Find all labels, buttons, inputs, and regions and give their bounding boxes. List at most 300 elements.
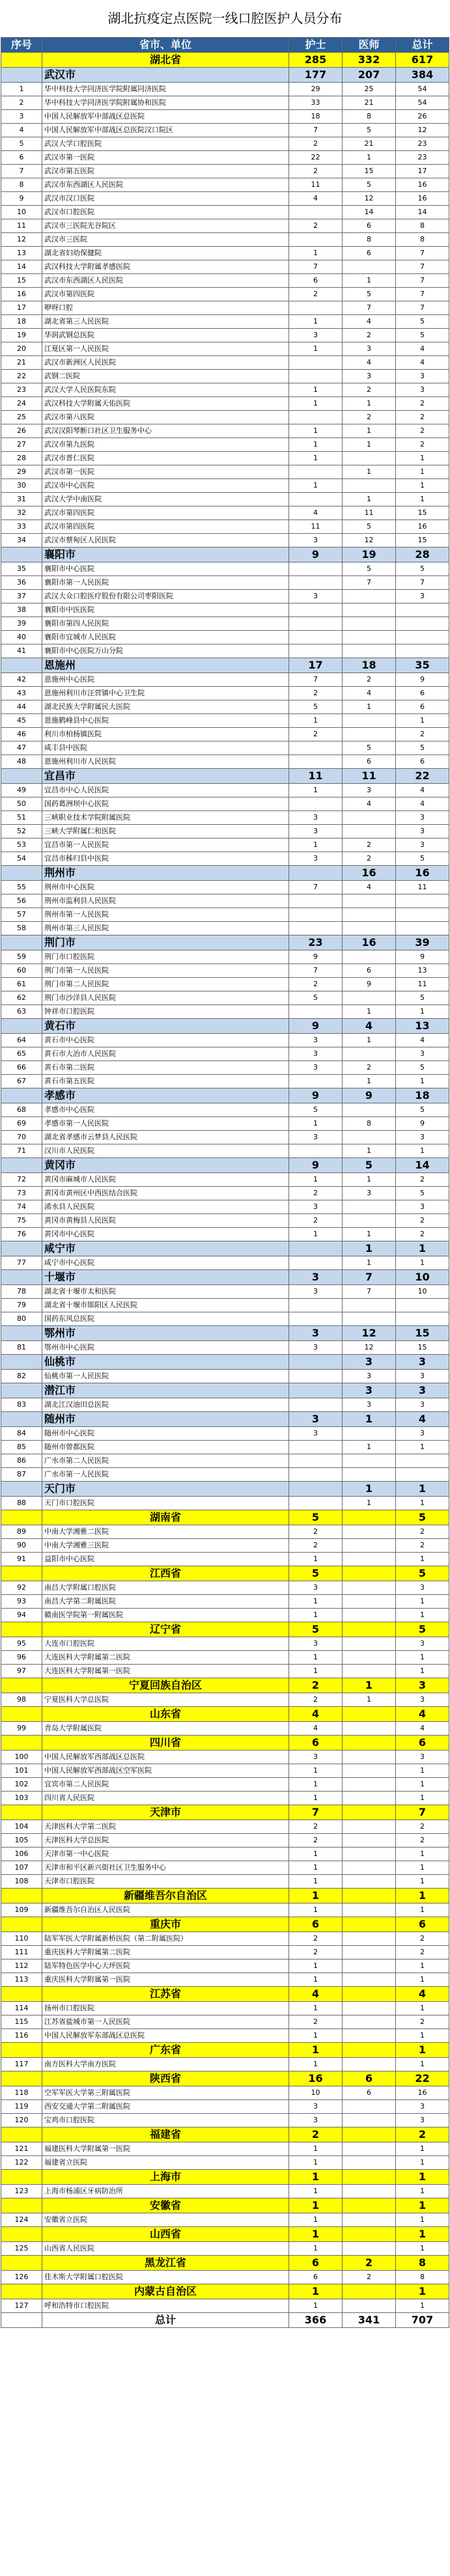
row-total: 5: [396, 562, 449, 576]
row-index: 52: [1, 825, 42, 838]
table-row: [1, 991, 449, 1005]
row-unit-name: 黄石市第五医院: [42, 1075, 289, 1088]
table-row: [1, 110, 449, 124]
row-doctors: [343, 1820, 396, 1834]
row-total: 8: [396, 233, 449, 247]
row-nurses: [289, 1144, 343, 1158]
table-row: [1, 1005, 449, 1019]
row-nurses: [289, 206, 343, 219]
table-row: [1, 755, 449, 769]
row-index: 20: [1, 342, 42, 356]
row-doctors: [343, 1312, 396, 1326]
table-row: [1, 1722, 449, 1736]
row-index: 48: [1, 755, 42, 769]
table-row: [1, 2299, 449, 2313]
row-doctors: [343, 2213, 396, 2227]
row-unit-name: 武钢二医院: [42, 370, 289, 383]
row-unit-name: 黄冈市中心医院: [42, 1228, 289, 1241]
row-nurses: [289, 922, 343, 935]
row-total: 1: [396, 1861, 449, 1875]
row-nurses: 4: [289, 1707, 343, 1722]
row-unit-name: 天门市口腔医院: [42, 1497, 289, 1510]
row-nurses: 2: [289, 2015, 343, 2029]
row-total: 1: [396, 479, 449, 493]
row-index: 76: [1, 1228, 42, 1241]
table-row: [1, 1553, 449, 1566]
row-total: 9: [396, 1117, 449, 1131]
row-unit-name: 武汉大众口腔医疗股份有限公司枣阳医院: [42, 590, 289, 603]
row-index: 57: [1, 908, 42, 922]
row-index: 101: [1, 1764, 42, 1778]
row-unit-name: 天津市和平区新兴街社区卫生服务中心: [42, 1861, 289, 1875]
row-unit-name: 潜江市: [42, 1383, 289, 1398]
row-index: [1, 1566, 42, 1581]
table-row: [1, 465, 449, 479]
row-index: 53: [1, 838, 42, 852]
row-unit-name: 山西省: [42, 2227, 289, 2242]
row-unit-name: 咸宁市中心医院: [42, 1256, 289, 1270]
row-nurses: 9: [289, 950, 343, 964]
row-total: 5: [396, 1103, 449, 1117]
row-unit-name: 四川省人民医院: [42, 1792, 289, 1805]
row-nurses: 1: [289, 1595, 343, 1609]
row-doctors: [343, 2142, 396, 2156]
row-index: 43: [1, 687, 42, 700]
row-total: 4: [396, 1722, 449, 1736]
table-row: [1, 1834, 449, 1848]
row-nurses: 3: [289, 1270, 343, 1285]
row-nurses: 1: [289, 2242, 343, 2256]
table-row: [1, 2185, 449, 2198]
row-index: 74: [1, 1200, 42, 1214]
row-nurses: 1: [289, 452, 343, 465]
row-index: [1, 2198, 42, 2213]
row-doctors: [343, 2002, 396, 2015]
row-nurses: 1: [289, 383, 343, 397]
row-nurses: [289, 1355, 343, 1370]
row-nurses: 3: [289, 1751, 343, 1764]
row-index: 87: [1, 1468, 42, 1482]
row-total: 1: [396, 493, 449, 506]
row-nurses: 2: [289, 1525, 343, 1539]
row-total: 2: [396, 728, 449, 741]
row-unit-name: 广水市第二人民医院: [42, 1454, 289, 1468]
row-total: 3: [396, 1355, 449, 1370]
row-total: [396, 1454, 449, 1468]
table-row: [1, 479, 449, 493]
row-doctors: [343, 1595, 396, 1609]
table-row: [1, 1904, 449, 1917]
row-unit-name: 黑龙江省: [42, 2256, 289, 2271]
row-unit-name: 中国人民解放军中部战区总医院: [42, 110, 289, 124]
row-unit-name: 重庆医科大学附属第二医院: [42, 1946, 289, 1960]
row-index: 106: [1, 1848, 42, 1861]
row-doctors: [343, 714, 396, 728]
row-index: 28: [1, 452, 42, 465]
row-unit-name: 福建医科大学附属第一医院: [42, 2142, 289, 2156]
row-nurses: 2: [289, 1693, 343, 1707]
row-doctors: 1: [343, 397, 396, 411]
city-row: [1, 658, 449, 673]
row-doctors: 19: [343, 547, 396, 562]
table-row: [1, 1117, 449, 1131]
row-index: 92: [1, 1581, 42, 1595]
row-doctors: [343, 1553, 396, 1566]
province-row: [1, 2170, 449, 2185]
row-doctors: 8: [343, 1117, 396, 1131]
row-index: 99: [1, 1722, 42, 1736]
row-nurses: 1: [289, 2002, 343, 2015]
row-unit-name: 武汉市第一医院: [42, 151, 289, 165]
row-total: 16: [396, 2086, 449, 2100]
row-total: 2: [396, 1525, 449, 1539]
row-unit-name: 宜宾市第二人民医院: [42, 1778, 289, 1792]
table-row: [1, 2002, 449, 2015]
row-total: 10: [396, 1270, 449, 1285]
row-total: 22: [396, 2071, 449, 2086]
row-index: 7: [1, 165, 42, 178]
row-nurses: 1: [289, 714, 343, 728]
row-index: 65: [1, 1047, 42, 1061]
table-row: [1, 617, 449, 631]
row-index: 59: [1, 950, 42, 964]
row-unit-name: 国药东风总医院: [42, 1312, 289, 1326]
row-nurses: 5: [289, 1103, 343, 1117]
city-row: [1, 547, 449, 562]
row-doctors: 3: [343, 1187, 396, 1200]
row-unit-name: 武汉市蔡甸区人民医院: [42, 534, 289, 547]
row-doctors: [343, 2284, 396, 2299]
row-nurses: [289, 1398, 343, 1412]
row-doctors: [343, 1214, 396, 1228]
row-index: [1, 1088, 42, 1103]
table-row: [1, 1228, 449, 1241]
table-row: [1, 908, 449, 922]
row-doctors: 1: [343, 1144, 396, 1158]
row-index: [1, 1805, 42, 1820]
province-row: [1, 1889, 449, 1904]
row-doctors: 3: [343, 370, 396, 383]
row-nurses: 1: [289, 1792, 343, 1805]
row-doctors: 9: [343, 1088, 396, 1103]
row-doctors: [343, 922, 396, 935]
row-total: 23: [396, 151, 449, 165]
row-nurses: 1: [289, 247, 343, 260]
row-doctors: 4: [343, 797, 396, 811]
row-total: [396, 894, 449, 908]
row-total: 3: [396, 1637, 449, 1651]
row-total: 384: [396, 68, 449, 83]
row-doctors: [343, 479, 396, 493]
row-unit-name: 荆门市: [42, 935, 289, 950]
row-index: 102: [1, 1778, 42, 1792]
row-index: 22: [1, 370, 42, 383]
row-unit-name: 宝鸡市口腔医院: [42, 2114, 289, 2127]
row-unit-name: 武汉科技大学附属孝感医院: [42, 260, 289, 274]
row-total: 28: [396, 547, 449, 562]
row-doctors: [343, 1707, 396, 1722]
row-total: 1: [396, 2029, 449, 2043]
row-index: [1, 1355, 42, 1370]
table-row: [1, 644, 449, 658]
row-unit-name: 荆门市第二人民医院: [42, 978, 289, 991]
row-doctors: [343, 260, 396, 274]
row-unit-name: 福建省立医院: [42, 2156, 289, 2170]
row-unit-name: 孝感市中心医院: [42, 1103, 289, 1117]
row-nurses: 9: [289, 1158, 343, 1173]
row-index: 88: [1, 1497, 42, 1510]
row-doctors: [343, 2198, 396, 2213]
row-unit-name: 宜昌市秭归县中医院: [42, 852, 289, 866]
row-total: 1: [396, 1778, 449, 1792]
row-doctors: 1: [343, 424, 396, 438]
row-unit-name: 华中科技大学同济医学院附属同济医院: [42, 83, 289, 96]
row-index: 112: [1, 1960, 42, 1973]
row-doctors: 1: [343, 1241, 396, 1256]
city-row: [1, 935, 449, 950]
row-nurses: 1: [289, 1973, 343, 1987]
row-doctors: [343, 1637, 396, 1651]
row-total: 15: [396, 1341, 449, 1355]
row-doctors: 16: [343, 866, 396, 881]
row-index: 5: [1, 137, 42, 151]
row-nurses: 1: [289, 315, 343, 329]
row-doctors: 1: [343, 1034, 396, 1047]
row-unit-name: 荆门市沙洋县人民医院: [42, 991, 289, 1005]
row-unit-name: 佳木斯大学附属口腔医院: [42, 2271, 289, 2284]
row-total: 6: [396, 1736, 449, 1751]
table-row: [1, 356, 449, 370]
row-total: 4: [396, 342, 449, 356]
row-nurses: 2: [289, 219, 343, 233]
row-nurses: 2: [289, 2127, 343, 2142]
row-doctors: 6: [343, 219, 396, 233]
row-total: 2: [396, 1173, 449, 1187]
row-total: [396, 644, 449, 658]
table-row: [1, 1441, 449, 1454]
row-doctors: 1: [343, 151, 396, 165]
row-nurses: 3: [289, 2100, 343, 2114]
row-nurses: 3: [289, 1412, 343, 1427]
row-doctors: 4: [343, 356, 396, 370]
row-unit-name: 三峡大学附属仁和医院: [42, 825, 289, 838]
city-row: [1, 866, 449, 881]
row-nurses: 4: [289, 192, 343, 206]
row-unit-name: 仙桃市: [42, 1355, 289, 1370]
row-index: [1, 1510, 42, 1525]
row-index: [1, 1678, 42, 1693]
table-row: [1, 1256, 449, 1270]
row-index: 31: [1, 493, 42, 506]
row-nurses: [289, 1383, 343, 1398]
row-doctors: 3: [343, 784, 396, 797]
row-total: 8: [396, 219, 449, 233]
row-total: 5: [396, 741, 449, 755]
row-nurses: 1: [289, 438, 343, 452]
row-doctors: 6: [343, 247, 396, 260]
row-total: 2: [396, 1946, 449, 1960]
row-unit-name: 襄阳市中医医院: [42, 603, 289, 617]
table-row: [1, 1075, 449, 1088]
table-row: [1, 1778, 449, 1792]
row-nurses: [289, 1005, 343, 1019]
row-nurses: [289, 356, 343, 370]
row-total: 3: [396, 1131, 449, 1144]
row-nurses: 5: [289, 991, 343, 1005]
row-doctors: [343, 1651, 396, 1665]
row-doctors: 1: [343, 1482, 396, 1497]
row-nurses: 3: [289, 1285, 343, 1299]
table-row: [1, 1312, 449, 1326]
row-total: 3: [396, 1693, 449, 1707]
row-total: 16: [396, 866, 449, 881]
table-row: [1, 1200, 449, 1214]
row-unit-name: 汉川市人民医院: [42, 1144, 289, 1158]
row-nurses: 1: [289, 1665, 343, 1678]
row-index: 1: [1, 83, 42, 96]
row-doctors: [343, 1751, 396, 1764]
row-index: 109: [1, 1904, 42, 1917]
row-index: 9: [1, 192, 42, 206]
row-unit-name: 天津市口腔医院: [42, 1875, 289, 1889]
row-unit-name: 武汉市第四医院: [42, 506, 289, 520]
row-index: 49: [1, 784, 42, 797]
row-unit-name: 武汉市东西湖区人民医院: [42, 178, 289, 192]
row-doctors: 1: [343, 1173, 396, 1187]
row-unit-name: 恩施州中心医院: [42, 673, 289, 687]
row-index: [1, 1987, 42, 2002]
row-index: [1, 2071, 42, 2086]
row-index: [1, 866, 42, 881]
row-total: [396, 922, 449, 935]
row-nurses: 1: [289, 2299, 343, 2313]
table-row: [1, 576, 449, 590]
row-doctors: [343, 894, 396, 908]
table-row: [1, 397, 449, 411]
row-unit-name: 浠水县人民医院: [42, 1200, 289, 1214]
row-total: 7: [396, 576, 449, 590]
table-row: [1, 978, 449, 991]
row-unit-name: 宜昌市: [42, 769, 289, 784]
row-nurses: 7: [289, 124, 343, 137]
row-index: 120: [1, 2114, 42, 2127]
row-total: 1: [396, 2213, 449, 2227]
row-doctors: 1: [343, 1412, 396, 1427]
row-unit-name: 中南大学湘雅二医院: [42, 1525, 289, 1539]
row-unit-name: 国药葛洲坝中心医院: [42, 797, 289, 811]
row-index: [1, 935, 42, 950]
row-total: 4: [396, 784, 449, 797]
row-doctors: [343, 2127, 396, 2142]
row-index: [1, 1482, 42, 1497]
row-total: [396, 908, 449, 922]
row-index: 78: [1, 1285, 42, 1299]
row-nurses: 23: [289, 935, 343, 950]
row-doctors: [343, 2015, 396, 2029]
row-total: [396, 1312, 449, 1326]
row-nurses: [289, 233, 343, 247]
row-index: 13: [1, 247, 42, 260]
row-total: 1: [396, 1075, 449, 1088]
row-index: 66: [1, 1061, 42, 1075]
row-nurses: 1: [289, 1651, 343, 1665]
city-row: [1, 1088, 449, 1103]
row-total: 5: [396, 852, 449, 866]
header-row: [1, 38, 449, 53]
row-unit-name: 上海市杨浦区牙病防治所: [42, 2185, 289, 2198]
row-index: 95: [1, 1637, 42, 1651]
table-row: [1, 825, 449, 838]
row-unit-name: 湖北江汉油田总医院: [42, 1398, 289, 1412]
row-unit-name: 黄石市大冶市人民医院: [42, 1047, 289, 1061]
table-row: [1, 1034, 449, 1047]
page-title: 湖北抗疫定点医院一线口腔医护人员分布: [107, 10, 343, 26]
row-total: 1: [396, 2058, 449, 2071]
row-nurses: 1: [289, 2170, 343, 2185]
row-total: 1: [396, 1764, 449, 1778]
row-unit-name: 鄂州市中心医院: [42, 1341, 289, 1355]
row-nurses: 7: [289, 673, 343, 687]
row-index: [1, 1383, 42, 1398]
row-doctors: 3: [343, 342, 396, 356]
total-label: 总计: [42, 2313, 289, 2328]
row-unit-name: 中国人民解放军中部战区总医院汉口院区: [42, 124, 289, 137]
row-nurses: 1: [289, 2142, 343, 2156]
row-doctors: [343, 1861, 396, 1875]
table-row: [1, 1187, 449, 1200]
row-total: 15: [396, 1326, 449, 1341]
row-total: 3: [396, 2100, 449, 2114]
city-row: [1, 1482, 449, 1497]
table-row: [1, 950, 449, 964]
row-doctors: 1: [343, 1075, 396, 1088]
row-unit-name: 湖北省第三人民医院: [42, 315, 289, 329]
table-row: [1, 301, 449, 315]
table-row: [1, 2015, 449, 2029]
row-index: 80: [1, 1312, 42, 1326]
row-unit-name: 宁夏回族自治区: [42, 1678, 289, 1693]
row-unit-name: 荆州市监利县人民医院: [42, 894, 289, 908]
row-unit-name: 武汉市第一医院: [42, 465, 289, 479]
row-index: 6: [1, 151, 42, 165]
row-nurses: [289, 465, 343, 479]
row-unit-name: 辽宁省: [42, 1622, 289, 1637]
row-nurses: [289, 755, 343, 769]
row-total: 6: [396, 700, 449, 714]
row-doctors: 8: [343, 233, 396, 247]
row-total: 13: [396, 1019, 449, 1034]
row-total: 1: [396, 2242, 449, 2256]
row-nurses: 3: [289, 329, 343, 342]
row-nurses: 1: [289, 1904, 343, 1917]
row-unit-name: 大连市口腔医院: [42, 1637, 289, 1651]
table-row: [1, 687, 449, 700]
row-unit-name: 襄阳市中心医院: [42, 562, 289, 576]
row-doctors: 2: [343, 1061, 396, 1075]
row-total: 12: [396, 124, 449, 137]
table-row: [1, 2242, 449, 2256]
row-nurses: 6: [289, 2256, 343, 2271]
row-total: [396, 603, 449, 617]
row-doctors: 12: [343, 534, 396, 547]
row-total: 18: [396, 1088, 449, 1103]
row-index: 94: [1, 1609, 42, 1622]
province-row: [1, 2043, 449, 2058]
row-index: 29: [1, 465, 42, 479]
row-doctors: 6: [343, 964, 396, 978]
row-index: 104: [1, 1820, 42, 1834]
row-index: 83: [1, 1398, 42, 1412]
